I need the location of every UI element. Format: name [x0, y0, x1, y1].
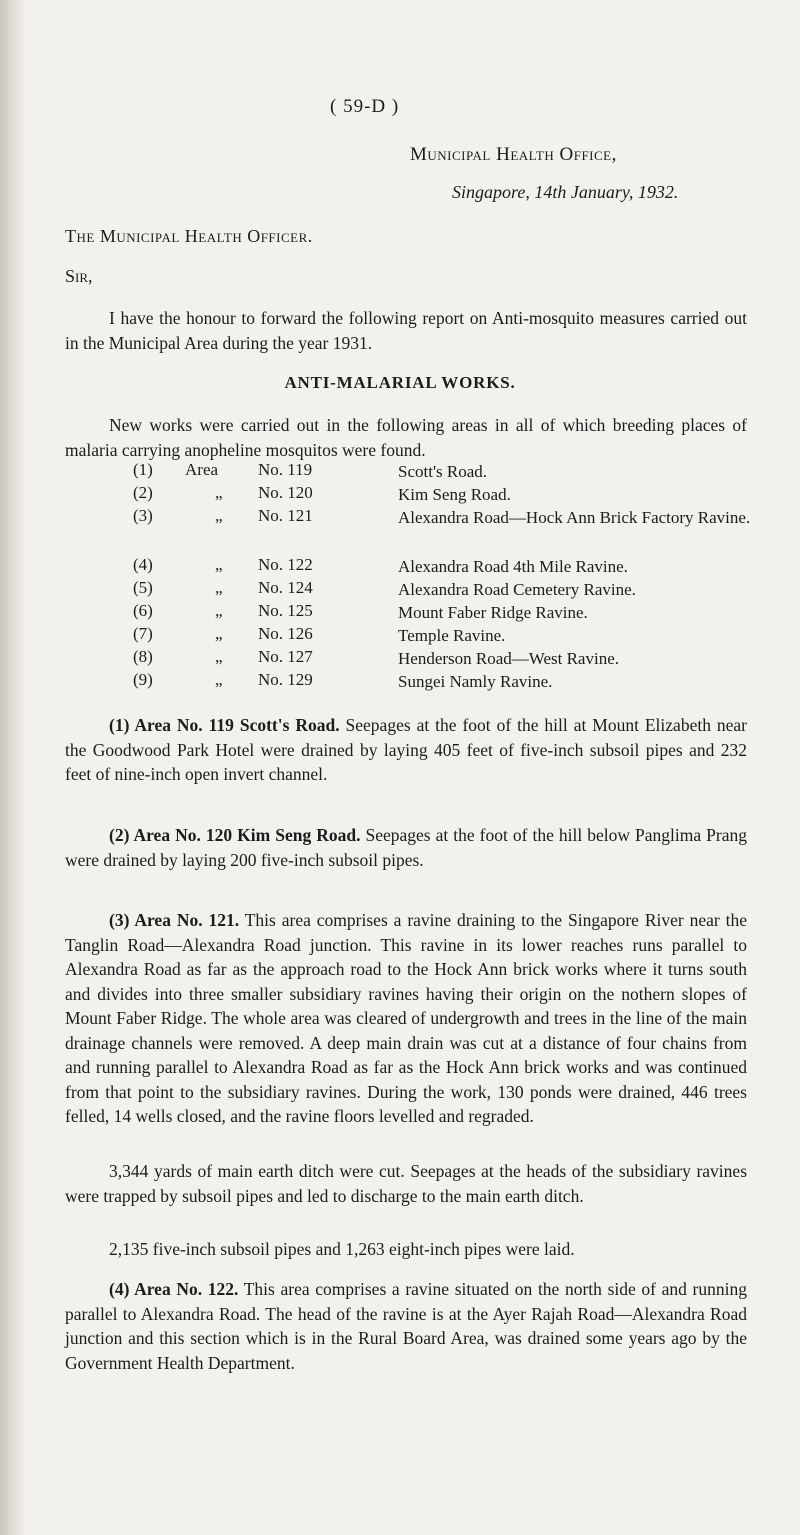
list-item	[0, 506, 800, 552]
paragraph-lead: (3) Area No. 121.	[109, 910, 240, 930]
item-area-number: No. 121	[258, 506, 313, 525]
item-location: Temple Ravine.	[398, 626, 506, 645]
item-location: Scott's Road.	[398, 462, 488, 481]
list-item	[0, 483, 800, 507]
item-area-number: No. 122	[258, 555, 313, 574]
body-paragraph-4	[65, 1159, 747, 1208]
item-area-label: „	[215, 578, 223, 597]
paragraph-lead: (2) Area No. 120 Kim Seng Road.	[109, 825, 361, 845]
section-intro: New works were carried out in the following areas in all of which breeding places of malaria carrying anopheline mosquitos were found.	[65, 415, 747, 460]
item-area-label: „	[215, 483, 223, 502]
item-location: Henderson Road—West Ravine.	[398, 649, 619, 668]
item-number: (7)	[133, 624, 153, 643]
office-name: Municipal Health Office,	[410, 144, 617, 165]
body-paragraph-2	[65, 823, 747, 872]
item-area-label: „	[215, 555, 223, 574]
item-number: (3)	[133, 506, 153, 525]
body-paragraph-3	[65, 908, 747, 1129]
paragraph-lead: (4) Area No. 122.	[109, 1279, 239, 1299]
salutation: Sir,	[65, 266, 93, 286]
item-number: (9)	[133, 670, 153, 689]
list-item	[0, 578, 800, 602]
item-number: (8)	[133, 647, 153, 666]
item-location: Alexandra Road Cemetery Ravine.	[398, 580, 636, 599]
list-item	[0, 460, 800, 484]
page-number: ( 59-D )	[330, 96, 400, 117]
item-area-number: No. 126	[258, 624, 313, 643]
item-area-label: „	[215, 624, 223, 643]
item-area-number: No. 119	[258, 460, 313, 479]
addressee: The Municipal Health Officer.	[65, 226, 313, 246]
paragraph-text: Seepages at the foot of the hill below Panglima Prang were drained by laying 200 five-inch subsoil pipes.	[65, 825, 747, 870]
item-area-label: „	[215, 601, 223, 620]
item-number: (6)	[133, 601, 153, 620]
item-number: (2)	[133, 483, 153, 502]
item-area-label: „	[215, 647, 223, 666]
list-item	[0, 624, 800, 648]
item-location: Mount Faber Ridge Ravine.	[398, 603, 588, 622]
dateline: Singapore, 14th January, 1932.	[452, 182, 679, 202]
item-location: Alexandra Road 4th Mile Ravine.	[398, 557, 628, 576]
item-number: (5)	[133, 578, 153, 597]
body-paragraph-6	[65, 1277, 747, 1375]
item-area-label: Area	[185, 460, 219, 479]
item-area-number: No. 125	[258, 601, 313, 620]
paragraph-text: Seepages at the foot of the hill at Mount Elizabeth near the Goodwood Park Hotel were drained by laying 405 feet of five-inch subsoil pipes and 232 feet of nine-inch open invert channel.	[65, 715, 747, 784]
list-item	[0, 601, 800, 625]
paragraph-text: This area comprises a ravine situated on the north side of and running parallel to Alexandra Road. The head of the ravine is at the Ayer Rajah Road—Alexandra Road junction and this section which is in the Rural Board Area, was drained some years ago by the Government Health Department.	[65, 1279, 747, 1373]
list-item	[0, 647, 800, 671]
body-paragraph-5	[65, 1237, 747, 1262]
list-item	[0, 555, 800, 579]
item-location: Sungei Namly Ravine.	[398, 672, 553, 691]
item-area-label: „	[215, 506, 223, 525]
item-area-number: No. 129	[258, 670, 313, 689]
item-location: Alexandra Road—Hock Ann Brick Factory Ravine.	[398, 508, 751, 527]
item-number: (4)	[133, 555, 153, 574]
body-paragraph-1	[65, 713, 747, 787]
item-area-number: No. 120	[258, 483, 313, 502]
item-number: (1)	[133, 460, 153, 479]
paragraph-lead: (1) Area No. 119 Scott's Road.	[109, 715, 340, 735]
item-location: Kim Seng Road.	[398, 485, 511, 504]
paragraph-text: This area comprises a ravine draining to the Singapore River near the Tanglin Road—Alexandra Road junction. This ravine in its lower reaches runs parallel to Alexandra Road as far as the approach road to the Hock Ann brick works where it turns south and divides into three smaller subsidiary ravines having their origin on the nothern slopes of Mount Faber Ridge. The whole area was cleared of undergrowth and trees in the line of the main drainage channels were removed. A deep main drain was cut at a distance of four chains from and running parallel to Alexandra Road as far as the Hock Ann brick works and was continued from that point to the subsidiary ravines. During the work, 130 ponds were drained, 446 trees felled, 14 wells closed, and the ravine floors levelled and regraded.	[65, 910, 748, 1126]
intro-paragraph: I have the honour to forward the following report on Anti-mosquito measures carried out in the Municipal Area during the year 1931.	[65, 308, 747, 353]
list-item	[0, 670, 800, 694]
item-area-number: No. 127	[258, 647, 313, 666]
section-heading: ANTI-MALARIAL WORKS.	[284, 373, 516, 392]
paragraph-text: 3,344 yards of main earth ditch were cut. Seepages at the heads of the subsidiary ravines were trapped by subsoil pipes and led to discharge to the main earth ditch.	[65, 1161, 747, 1206]
item-area-number: No. 124	[258, 578, 313, 597]
paragraph-text: 2,135 five-inch subsoil pipes and 1,263 eight-inch pipes were laid.	[109, 1239, 575, 1259]
page-shadow-edge	[0, 0, 26, 1535]
item-area-label: „	[215, 670, 223, 689]
